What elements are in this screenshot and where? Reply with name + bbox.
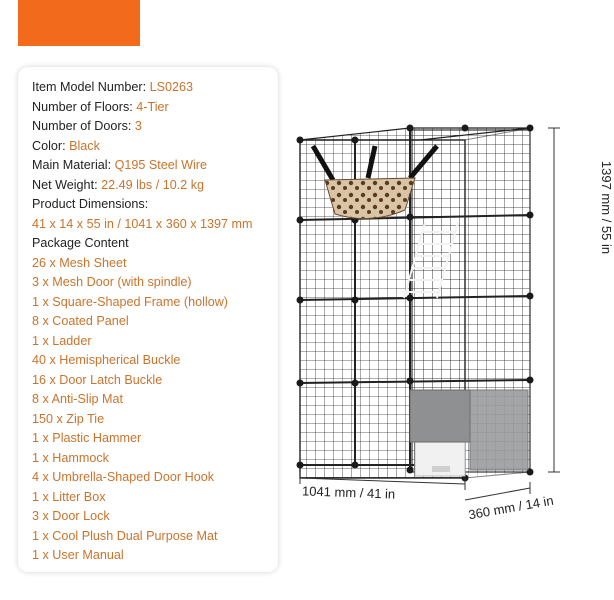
height-dimension: 1397 mm / 55 in bbox=[599, 160, 614, 255]
package-item: 1 x Plastic Hammer bbox=[32, 431, 142, 445]
spec-dimensions-value: 41 x 14 x 55 in / 1041 x 360 x 1397 mm bbox=[32, 216, 253, 231]
package-item: 8 x Anti-Slip Mat bbox=[32, 392, 123, 406]
package-item: 26 x Mesh Sheet bbox=[32, 255, 127, 270]
package-item: 3 x Door Lock bbox=[32, 509, 110, 523]
spec-color: Color: Black bbox=[32, 138, 100, 153]
package-item: 1 x User Manual bbox=[32, 548, 124, 562]
package-item: 1 x Square-Shaped Frame (hollow) bbox=[32, 294, 228, 309]
depth-dimension: 360 mm / 14 in bbox=[467, 492, 555, 523]
package-item: 1 x Litter Box bbox=[32, 489, 106, 504]
spec-list bbox=[32, 78, 253, 566]
package-item: 3 x Mesh Door (with spindle) bbox=[32, 275, 192, 289]
spec-weight: Net Weight: 22.49 lbs / 10.2 kg bbox=[32, 177, 204, 192]
package-item: 40 x Hemispherical Buckle bbox=[32, 353, 181, 367]
package-item: 1 x Hammock bbox=[32, 450, 109, 465]
package-item: 150 x Zip Tie bbox=[32, 411, 105, 426]
package-item: 1 x Ladder bbox=[32, 333, 92, 348]
spec-floors: Number of Floors: 4-Tier bbox=[32, 99, 169, 114]
spec-material: Main Material: Q195 Steel Wire bbox=[32, 158, 207, 172]
spec-doors: Number of Doors: 3 bbox=[32, 119, 142, 133]
width-dimension: 1041 mm / 41 in bbox=[301, 483, 396, 502]
package-item: 4 x Umbrella-Shaped Door Hook bbox=[32, 470, 214, 484]
spec-dimensions-label: Product Dimensions: bbox=[32, 197, 149, 211]
package-item: 8 x Coated Panel bbox=[32, 314, 129, 328]
package-item: 1 x Cool Plush Dual Purpose Mat bbox=[32, 528, 218, 543]
brand-color-bar bbox=[18, 0, 140, 46]
spec-card bbox=[18, 67, 278, 572]
package-item: 16 x Door Latch Buckle bbox=[32, 372, 163, 387]
package-content-heading: Package Content bbox=[32, 236, 129, 250]
spec-model: Item Model Number: LS0263 bbox=[32, 80, 194, 94]
